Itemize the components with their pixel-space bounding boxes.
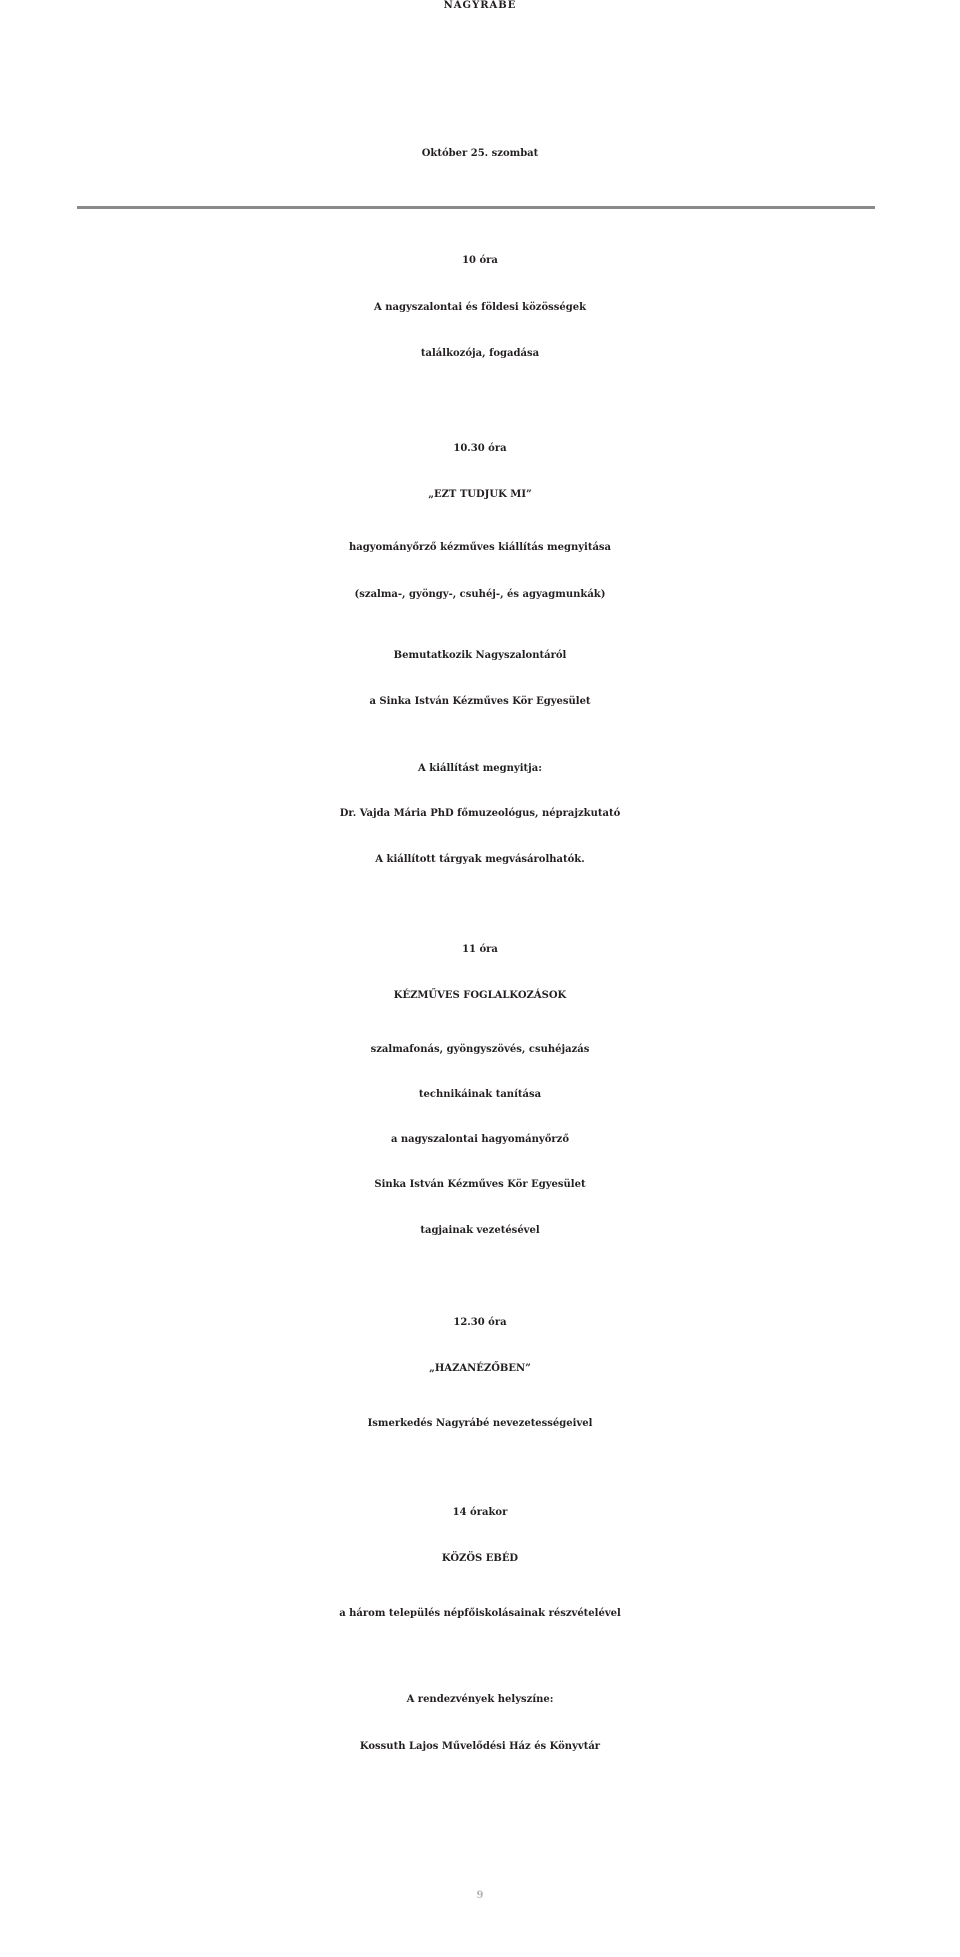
event2-opener-label: A kiállítást megnyitja: (418, 763, 542, 774)
event1-time: 10 óra (462, 255, 498, 266)
event3-line4: Sinka István Kézműves Kör Egyesület (374, 1179, 586, 1190)
event2-sale-note: A kiállított tárgyak megvásárolhatók. (375, 854, 585, 865)
event3-time: 11 óra (462, 944, 498, 955)
venue-name: Kossuth Lajos Művelődési Ház és Könyvtár (359, 1741, 601, 1752)
event2-presenter1: Bemutatkozik Nagyszalontáról (393, 650, 567, 661)
page-number: 9 (476, 1890, 484, 1901)
event1-line2: találkozója, fogadása (420, 348, 540, 359)
event5-line1: a három település népfőiskolásainak részvételével (339, 1608, 621, 1619)
event3-line1: szalmafonás, gyöngyszövés, csuhéjazás (370, 1044, 590, 1055)
event3-line5: tagjainak vezetésével (420, 1225, 540, 1236)
event3-line3: a nagyszalontai hagyományőrző (390, 1134, 570, 1145)
event2-desc2: (szalma-, gyöngy-, csuhéj-, és agyagmunkák) (354, 589, 606, 600)
event2-title: „EZT TUDJUK MI” (428, 489, 532, 500)
divider (77, 206, 875, 209)
event2-time: 10.30 óra (453, 443, 507, 454)
event5-time: 14 órakor (452, 1507, 508, 1518)
venue-label: A rendezvények helyszíne: (406, 1694, 554, 1705)
event4-title: „HAZANÉZŐBEN” (429, 1363, 531, 1374)
event4-time: 12.30 óra (453, 1317, 507, 1328)
event-date: Október 25. szombat (421, 148, 539, 159)
event2-desc1: hagyományőrző kézműves kiállítás megnyitása (348, 542, 612, 553)
event1-line1: A nagyszalontai és földesi közösségek (373, 302, 587, 313)
page-title: NAGYRÁBÉ (443, 0, 517, 11)
event4-line1: Ismerkedés Nagyrábé nevezetességeivel (367, 1418, 593, 1429)
event2-opener-name: Dr. Vajda Mária PhD főmuzeológus, néprajzkutató (339, 808, 621, 819)
event5-title: KÖZÖS EBÉD (441, 1553, 519, 1564)
event3-line2: technikáinak tanítása (418, 1089, 542, 1100)
event2-presenter2: a Sinka István Kézműves Kör Egyesület (369, 696, 591, 707)
event3-title: KÉZMŰVES FOGLALKOZÁSOK (393, 990, 567, 1001)
